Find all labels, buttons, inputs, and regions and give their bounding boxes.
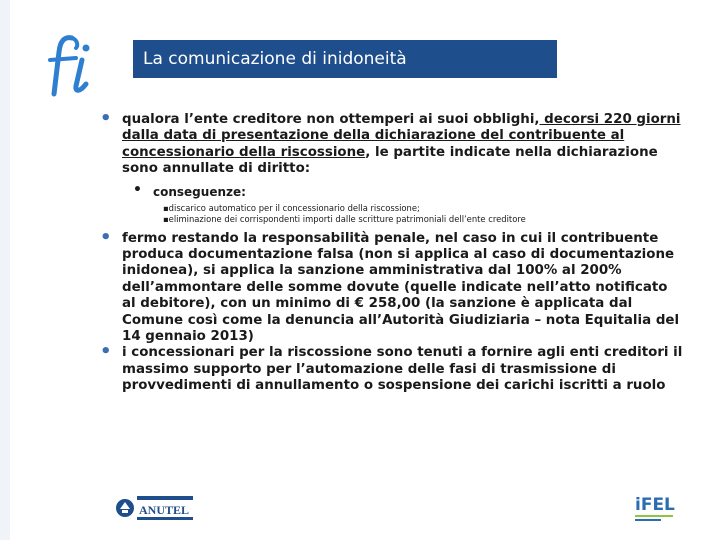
bullet-item xyxy=(100,226,685,346)
left-accent-strip xyxy=(0,0,10,540)
sub-item: ▪discarico automatico per il concessionario della riscossione; xyxy=(163,202,420,213)
bullet1-intro: qualora l’ente creditore non ottemperi ai suoi obblighi, xyxy=(122,112,540,127)
bullet-dot-icon: • xyxy=(100,341,112,363)
slide-title: La comunicazione di inidoneità xyxy=(133,40,557,78)
sub-items-list xyxy=(163,203,685,226)
sub-bullet-dot-icon: • xyxy=(133,181,142,198)
bullet2-text: fermo restando la responsabilità penale, nel caso in cui il contribuente produca documentazione falsa (non si applica al caso di documentazione inidonea), si applica la sanzione amministrativa dal 100% al 200% dell’ammontare delle somme dovute (quelle indicate nell’atto notificato al debitore), con un minimo di € 258,00 (la sanzione è applicata dal Comune così come la denuncia all’Autorità Giudiziaria – nota Equitalia del 14 gennaio 2013) xyxy=(122,230,680,345)
bullet1-underlined: decorsi 220 giorni dalla data di presentazione della dichiarazione del contribuente al concessionario della riscossione xyxy=(122,112,681,160)
slide-content xyxy=(100,108,685,395)
bullet-item xyxy=(100,108,685,178)
bullet3-text: i concessionari per la riscossione sono tenuti a fornire agli enti creditori il massimo supporto per l’automazione delle fasi di trasmissione di provvedimenti di annullamento o sospensione dei carichi iscritti a ruolo xyxy=(122,345,683,394)
anutel-logo xyxy=(115,492,195,524)
anutel-logo-text: ANUTEL xyxy=(139,503,190,517)
bullet-dot-icon: • xyxy=(100,226,112,248)
fi-script-logo-icon xyxy=(42,30,102,100)
sub-item: ▪eliminazione dei corrispondenti importi dalle scritture patrimoniali dell’ente creditore xyxy=(163,214,526,225)
ifel-logo xyxy=(635,488,675,524)
bullet-dot-icon: • xyxy=(100,108,112,129)
ifel-logo-text: iFEL xyxy=(635,495,675,515)
bullet-item xyxy=(100,341,685,394)
bullet1-rest: , le partite indicate nella dichiarazione sono annullate di diritto: xyxy=(122,144,658,177)
sub-bullet-text: conseguenze: xyxy=(153,184,246,199)
sub-bullet-item xyxy=(133,181,685,200)
